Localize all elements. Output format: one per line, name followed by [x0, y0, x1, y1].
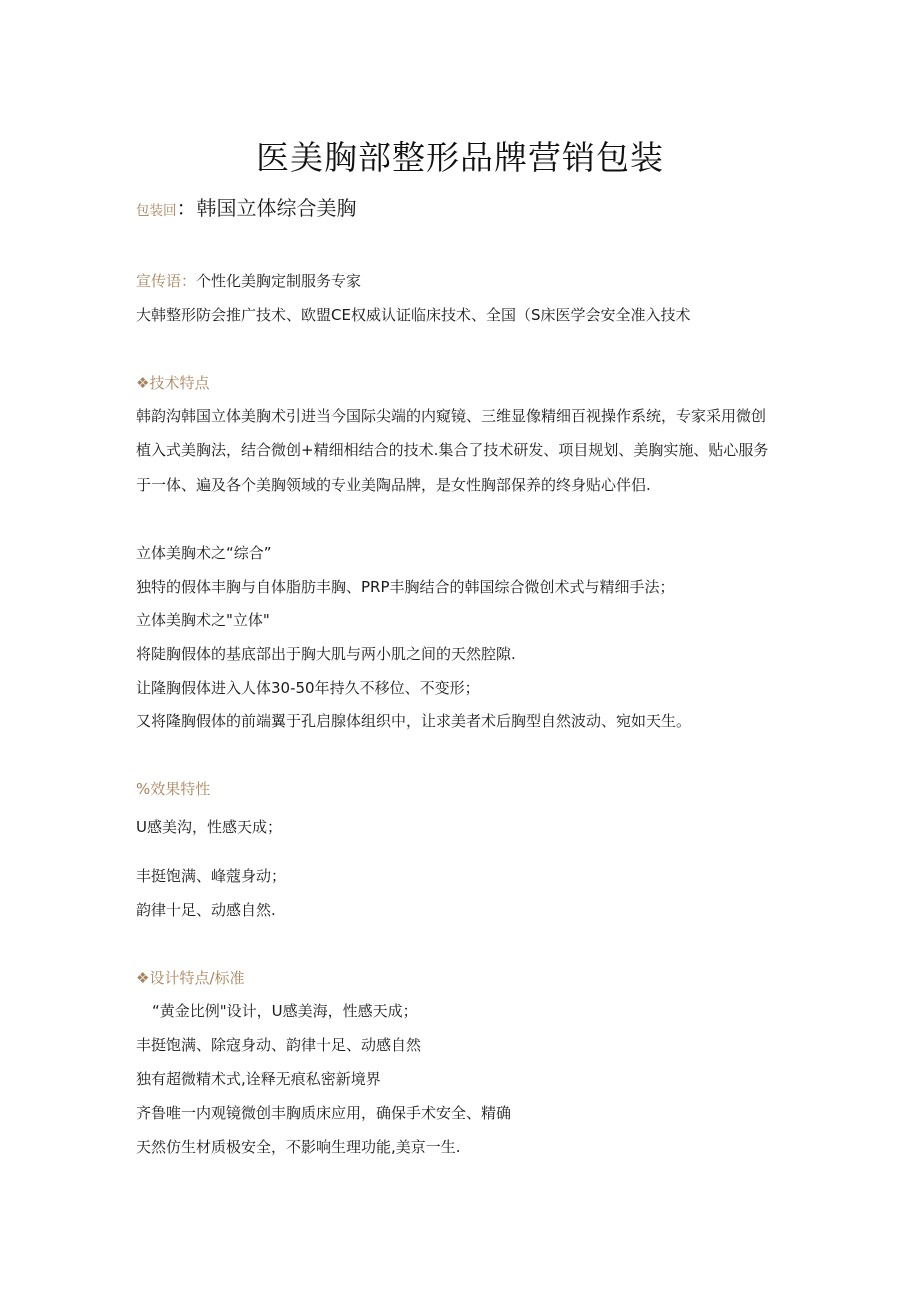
page-title: 医美胸部整形品牌营销包装 — [256, 138, 664, 177]
stereo-line: 立体美胸术之“综合” — [136, 544, 272, 562]
tech-heading: ❖技术特点 — [136, 374, 210, 392]
design-line: 丰挺饱满、除寇身动、韵律十足、动感自然 — [136, 1036, 422, 1054]
slogan-line-2: 大韩整形防会推广技术、欧盟CE权威认证临床技术、全国（S床医学会安全准入技术 — [136, 306, 691, 324]
stereo-line: 独特的假体丰胸与自体脂肪丰胸、PRP丰胸结合的韩国综合微创术式与精细手法； — [136, 578, 675, 596]
slogan-line — [136, 271, 361, 291]
effect-line: U感美沟，性感天成； — [136, 818, 282, 836]
slogan-value: 个性化美胸定制服务专家 — [196, 272, 362, 290]
stereo-line: 又将隆胸假体的前端翼于孔启腺体组织中，让求美者术后胸型自然波动、宛如天生。 — [136, 712, 692, 730]
design-line: 天然仿生材质极安全，不影响生理功能,美京一生. — [136, 1138, 461, 1156]
design-line: 齐鲁唯一内观镜微创丰胸质床应用，确保手术安全、精确 — [136, 1104, 512, 1122]
effect-line: 丰挺饱满、峰蔻身动； — [136, 867, 287, 885]
tech-line: 韩韵沟韩国立体美胸术引进当今国际尖端的内窥镜、三维显像精细百视操作系统，专家采用微创 — [136, 407, 767, 425]
effect-heading: %效果特性 — [136, 780, 211, 798]
stereo-line: 让隆胸假体进入人体30-50年持久不移位、不变形； — [136, 679, 480, 697]
tech-line: 于一体、遍及各个美胸领域的专业美陶品牌，是女性胸部保养的终身贴心伴侣. — [136, 476, 651, 494]
package-line — [136, 198, 357, 221]
design-heading: ❖设计特点/标准 — [136, 969, 245, 987]
design-line: 独有超微精术式,诠释无痕私密新境界 — [136, 1070, 381, 1088]
package-label: 包装回 — [136, 203, 177, 219]
package-value: ：韩国立体综合美胸 — [176, 196, 357, 220]
tech-line: 植入式美胸法，结合微创+精细相结合的技术.集合了技术研发、项目规划、美胸实施、贴心服务 — [136, 441, 769, 459]
stereo-line: 将陡胸假体的基底部出于胸大肌与两小肌之间的天然腔隙. — [136, 645, 516, 663]
stereo-line: 立体美胸术之"立体" — [136, 611, 270, 629]
design-line: “黄金比例"设计，U感美海，性感天成； — [152, 1002, 418, 1020]
slogan-label: 宣传语： — [136, 272, 197, 290]
effect-line: 韵律十足、动感自然. — [136, 901, 276, 919]
